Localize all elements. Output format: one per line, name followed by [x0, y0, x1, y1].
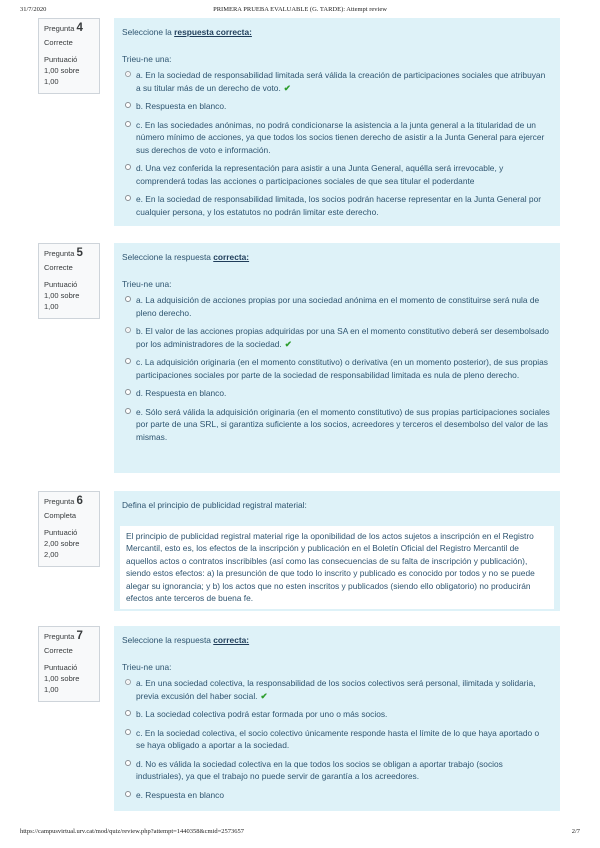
- radio-selected-icon[interactable]: [125, 327, 131, 333]
- question-grade: Puntuació 1,00 sobre 1,00: [44, 663, 80, 694]
- question-text: Seleccione la respuesta correcta:: [122, 27, 252, 37]
- answer-option-e[interactable]: e. Sólo será válida la adquisición originaria (en el momento constitutivo) de sus propias participaciones sociales por parte de una SRL, si garantiza suficiente a los socios, acreedores y terceros el desembolso del valor de las mismas.: [122, 406, 550, 444]
- question-text: Seleccione la respuesta correcta:: [122, 635, 250, 645]
- radio-icon[interactable]: [125, 791, 131, 797]
- print-date: 31/7/2020: [20, 6, 47, 13]
- question-info: [38, 18, 100, 94]
- essay-response: El principio de publicidad registral material rige la oponibilidad de los actos sujetos a inscripción en el Registro Mercantil, esto es, los efectos de la inscripción y publicación en el Boletín Oficial del Registro Mercantil de aquellos actos o contratos inscribibles (así como las consecuencias de su falta de inscripción y publicación), siendo estos efectos: a) la presunción de que todo lo inscrito y publicado es conocido por todos y no se puede alegar su ignorancia; y b) los actos que no esten inscritos y publicados (siendo ello obligatorio) no producirán efectos ante terceros de buena fe.: [120, 526, 554, 610]
- question-grade: Puntuació 1,00 sobre 1,00: [44, 280, 80, 311]
- answer-option-c[interactable]: c. La adquisición originaria (en el momento constitutivo) o derivativa (en un momento posterior), de sus propias participaciones sociales por parte de la sociedad de responsabilidad limitada es nula de pleno derecho.: [122, 356, 550, 381]
- question-content: [114, 626, 560, 811]
- question-label: Pregunta: [44, 632, 75, 641]
- question-state: Correcte: [44, 38, 73, 47]
- radio-selected-icon[interactable]: [125, 71, 131, 77]
- answer-option-b[interactable]: b. El valor de las acciones propias adquiridas por una SA en el momento constitutivo deberá ser desembolsado por los administradores de la sociedad. ✔: [122, 325, 550, 350]
- print-page-number: 2/7: [571, 828, 580, 835]
- radio-icon[interactable]: [125, 358, 131, 364]
- radio-icon[interactable]: [125, 710, 131, 716]
- question-label: Pregunta: [44, 24, 75, 33]
- correct-check-icon: ✔: [260, 690, 268, 701]
- correct-check-icon: ✔: [283, 82, 291, 93]
- print-url: https://campusvirtual.urv.cat/mod/quiz/review.php?attempt=1440358&cmid=2573657: [20, 828, 245, 835]
- answer-option-a[interactable]: a. La adquisición de acciones propias por una sociedad anónima en el momento de constituirse será nula de pleno derecho.: [122, 294, 550, 319]
- question-number: 5: [76, 247, 83, 259]
- question-content: [114, 243, 560, 473]
- question-label: Pregunta: [44, 497, 75, 506]
- question-label: Pregunta: [44, 249, 75, 258]
- answer-option-e[interactable]: e. Respuesta en blanco: [122, 789, 550, 802]
- question-state: Correcte: [44, 646, 73, 655]
- print-title: PRIMERA PRUEBA EVALUABLE (G. TARDE): Attempt review: [213, 6, 387, 13]
- answer-prompt: Trieu-ne una:: [122, 278, 172, 289]
- question-state: Completa: [44, 511, 77, 520]
- radio-icon[interactable]: [125, 729, 131, 735]
- radio-icon[interactable]: [125, 408, 131, 414]
- answer-option-d[interactable]: d. Respuesta en blanco.: [122, 387, 550, 400]
- answer-option-d[interactable]: d. Una vez conferida la representación para asistir a una Junta General, aquélla será irrevocable, y comprenderá todas las acciones o participaciones sociales de que sea titular el poderdante: [122, 162, 550, 187]
- radio-icon[interactable]: [125, 296, 131, 302]
- answer-option-b[interactable]: b. Respuesta en blanco.: [122, 100, 550, 113]
- answer-option-b[interactable]: b. La sociedad colectiva podrá estar formada por uno o más socios.: [122, 708, 550, 721]
- question-content: [114, 491, 560, 611]
- question-grade: Puntuació 1,00 sobre 1,00: [44, 55, 80, 86]
- answer-option-c[interactable]: c. En la sociedad colectiva, el socio colectivo únicamente responde hasta el límite de lo que haya aportado o se haya obligado a aportar a la sociedad.: [122, 727, 550, 752]
- radio-icon[interactable]: [125, 389, 131, 395]
- radio-selected-icon[interactable]: [125, 679, 131, 685]
- answer-option-c[interactable]: c. En las sociedades anónimas, no podrá condicionarse la asistencia a la junta general a la titularidad de un número mínimo de acciones, ya que todos los socios tienen derecho de asistir a la Junta General para ejercer sus derechos de voto e información.: [122, 119, 550, 157]
- correct-check-icon: ✔: [284, 338, 292, 349]
- radio-icon[interactable]: [125, 164, 131, 170]
- radio-icon[interactable]: [125, 760, 131, 766]
- answer-option-d[interactable]: d. No es válida la sociedad colectiva en la que todos los socios se obligan a aportar trabajo (socios industriales), ya que el trabajo no puede servir de garantía a los acreedores.: [122, 758, 550, 783]
- print-header: [0, 6, 600, 18]
- question-number: 7: [76, 630, 83, 642]
- question-info: [38, 243, 100, 319]
- answer-option-a[interactable]: a. En una sociedad colectiva, la responsabilidad de los socios colectivos será personal, ilimitada y solidaria, previa excusión del haber social. ✔: [122, 677, 550, 702]
- radio-icon[interactable]: [125, 121, 131, 127]
- question-grade: Puntuació 2,00 sobre 2,00: [44, 528, 80, 559]
- question-text: Defina el principio de publicidad registral material:: [122, 500, 307, 510]
- question-info: [38, 626, 100, 702]
- question-content: [114, 18, 560, 226]
- print-footer: [0, 828, 600, 840]
- question-number: 4: [76, 22, 83, 34]
- answer-prompt: Trieu-ne una:: [122, 53, 172, 64]
- question-number: 6: [76, 495, 83, 507]
- question-info: [38, 491, 100, 567]
- radio-icon[interactable]: [125, 195, 131, 201]
- answer-option-e[interactable]: e. En la sociedad de responsabilidad limitada, los socios podrán hacerse representar en la Junta General por cualquier persona, y los estatutos no podrán limitar este derecho.: [122, 193, 550, 218]
- radio-icon[interactable]: [125, 102, 131, 108]
- answer-prompt: Trieu-ne una:: [122, 661, 172, 672]
- answer-option-a[interactable]: a. En la sociedad de responsabilidad limitada será válida la creación de participaciones sociales que atribuyan a su titular más de un derecho de voto. ✔: [122, 69, 550, 94]
- question-state: Correcte: [44, 263, 73, 272]
- question-text: Seleccione la respuesta correcta:: [122, 252, 250, 262]
